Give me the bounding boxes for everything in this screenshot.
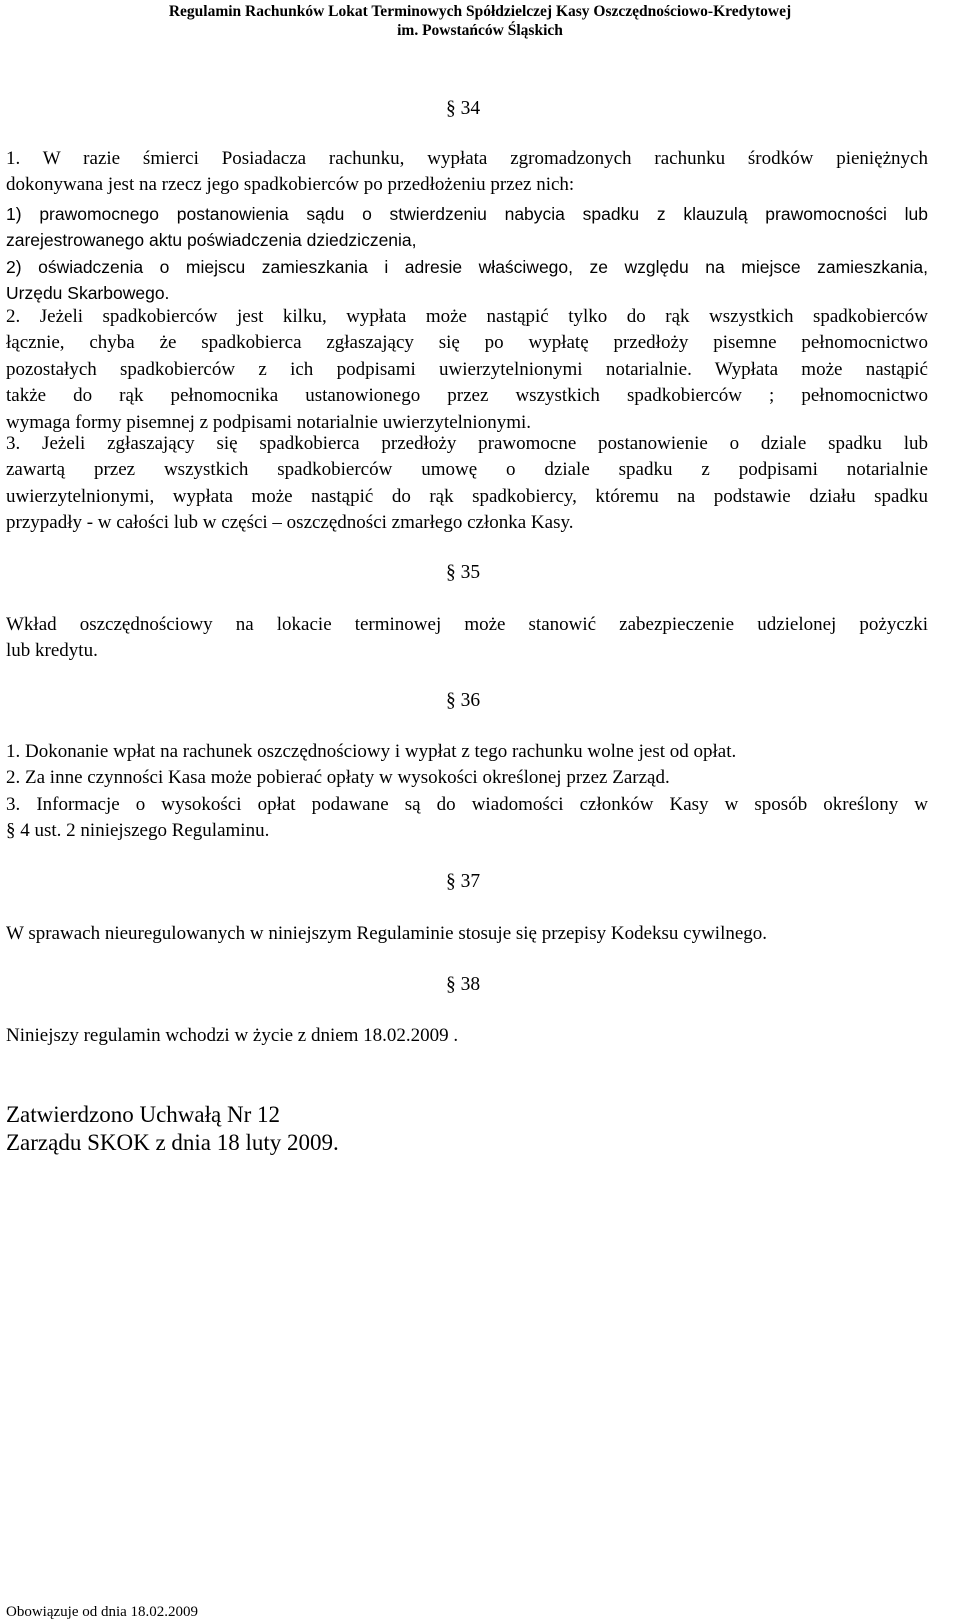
text-line: 2) oświadczenia o miejscu zamieszkania i adresie właściwego, ze względu na miejsce zamieszkania,: [6, 256, 928, 277]
header-title: Regulamin Rachunków Lokat Terminowych Spółdzielczej Kasy Oszczędnościowo-Kredytowej: [168, 3, 792, 20]
text-line: Urzędu Skarbowego.: [6, 283, 170, 304]
text-line: łącznie, chyba że spadkobierca zgłaszający się po wypłatę przedłoży pisemne pełnomocnictwo: [6, 332, 928, 354]
text-line: Wkład oszczędnościowy na lokacie terminowej może stanowić zabezpieczenie udzielonej pożyczki: [6, 614, 928, 635]
text-line: dokonywana jest na rzecz jego spadkobierców po przedłożeniu przez nich:: [6, 174, 575, 196]
section-38-title: § 38: [446, 974, 481, 995]
text-line: W sprawach nieuregulowanych w niniejszym Regulaminie stosuje się przepisy Kodeksu cywilnego.: [6, 923, 768, 944]
list-item: 1. Dokonanie wpłat na rachunek oszczędnościowy i wypłat z tego rachunku wolne jest od opłat.: [6, 741, 737, 762]
approval-note: [6, 1101, 928, 1157]
header-subtitle: im. Powstańców Śląskich: [397, 22, 563, 39]
section-34-paragraph-3: [6, 431, 928, 537]
text-line: 3. Jeżeli zgłaszający się spadkobierca przedłoży prawomocne postanowienie o dziale spadku lub: [6, 433, 928, 454]
text-line: zawartą przez wszystkich spadkobierców umowę o dziale spadku z podpisami notarialnie: [6, 459, 928, 481]
text-line: uwierzytelnionymi, wypłata może nastąpić do rąk spadkobiercy, któremu na podstawie działu spadku: [6, 485, 928, 507]
section-34-paragraph-2: [6, 304, 928, 436]
section-34-title: § 34: [446, 98, 481, 119]
text-line: 1. W razie śmierci Posiadacza rachunku, wypłata zgromadzonych rachunku środków pieniężnych: [6, 148, 928, 169]
text-line: przypadły - w całości lub w części – oszczędności zmarłego członka Kasy.: [6, 512, 574, 534]
list-item: 2. Za inne czynności Kasa może pobierać opłaty w wysokości określonej przez Zarząd.: [6, 767, 670, 789]
section-37-title: § 37: [446, 871, 481, 892]
text-line: Niniejszy regulamin wchodzi w życie z dniem 18.02.2009 .: [6, 1025, 459, 1046]
section-34-paragraph-1: [6, 146, 928, 199]
list-item-continuation: § 4 ust. 2 niniejszego Regulaminu.: [6, 820, 270, 842]
document-header: [0, 2, 960, 40]
page-footer: Obowiązuje od dnia 18.02.2009: [6, 1604, 199, 1620]
section-36-title: § 36: [446, 690, 481, 711]
approval-line: Zarządu SKOK z dnia 18 luty 2009.: [6, 1130, 339, 1155]
section-37-paragraph: [6, 921, 928, 947]
text-line: pozostałych spadkobierców z ich podpisami uwierzytelnionymi notarialnie. Wypłata może nastąpić: [6, 358, 928, 380]
section-34-paragraph-1-items: [6, 201, 928, 307]
list-item: 3. Informacje o wysokości opłat podawane są do wiadomości członków Kasy w sposób określony w: [6, 793, 928, 815]
section-38-paragraph: [6, 1023, 928, 1049]
text-line: 1) prawomocnego postanowienia sądu o stwierdzeniu nabycia spadku z klauzulą prawomocności lub: [6, 204, 928, 224]
text-line: także do rąk pełnomocnika ustanowionego przez wszystkich spadkobierców ; pełnomocnictwo: [6, 385, 928, 407]
approval-line: Zatwierdzono Uchwałą Nr 12: [6, 1102, 280, 1127]
text-line: wymaga formy pisemnej z podpisami notarialnie uwierzytelnionymi.: [6, 411, 532, 433]
text-line: lub kredytu.: [6, 640, 98, 662]
section-35-paragraph: [6, 612, 928, 665]
section-35-title: § 35: [446, 562, 481, 583]
text-line: 2. Jeżeli spadkobierców jest kilku, wypłata może nastąpić tylko do rąk wszystkich spadkobierców: [6, 306, 928, 327]
section-36-list: [6, 739, 928, 845]
text-line: zarejestrowanego aktu poświadczenia dziedziczenia,: [6, 230, 417, 251]
